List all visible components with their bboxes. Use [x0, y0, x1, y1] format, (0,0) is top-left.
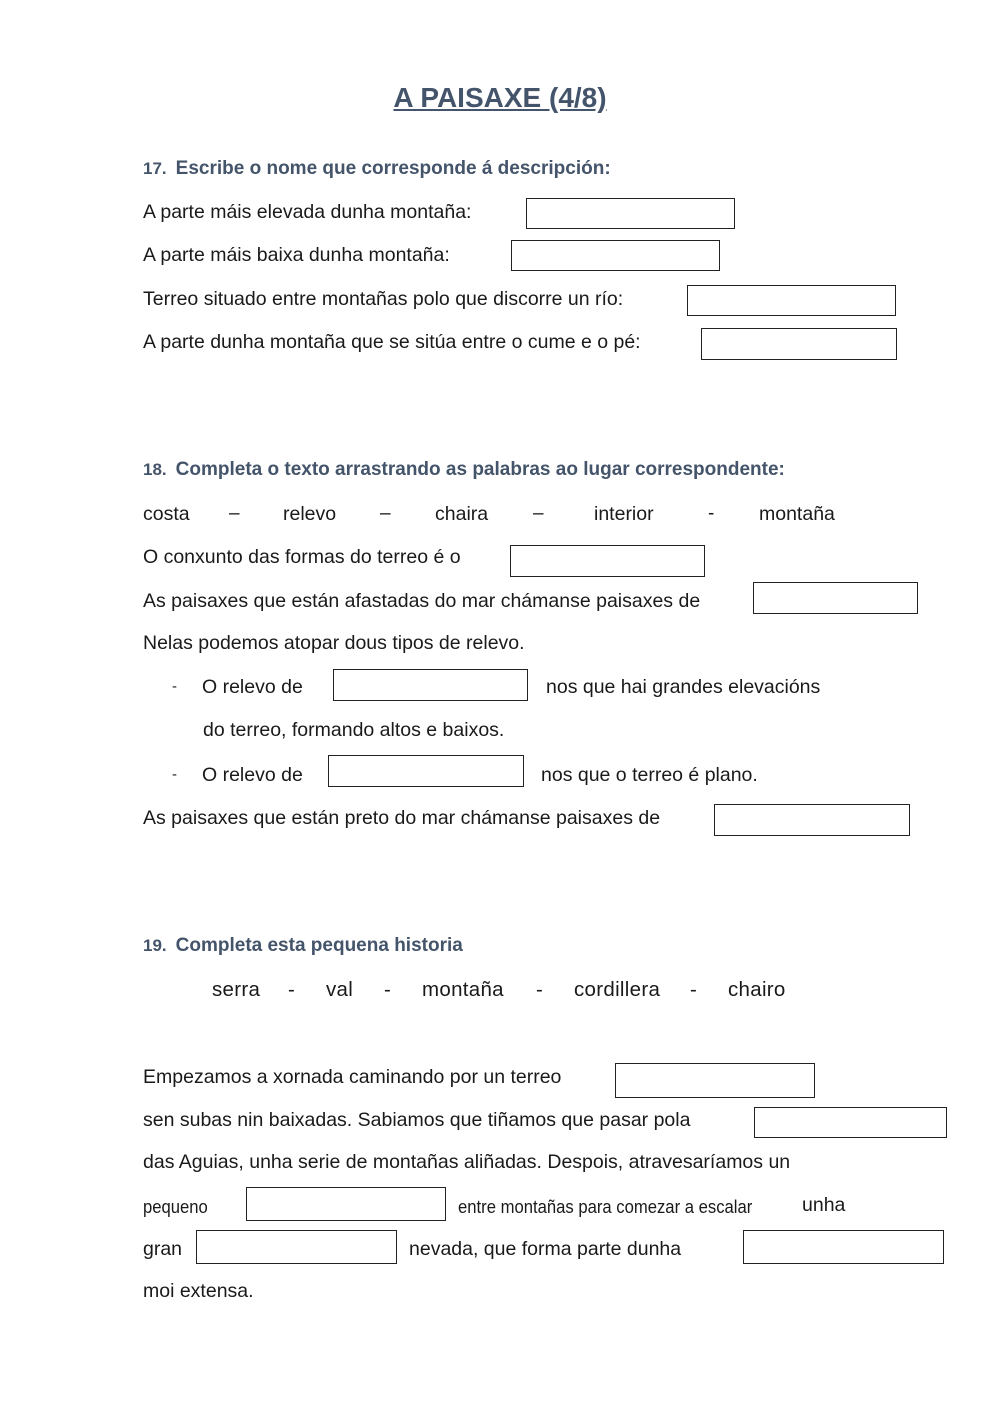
q19-answer-box-5[interactable]: [743, 1230, 944, 1264]
q19-number: 19.: [143, 936, 167, 955]
q18-heading-text: Completa o texto arrastrando as palabras ao lugar correspondente:: [175, 459, 785, 480]
q18-word-costa[interactable]: costa: [143, 503, 190, 525]
q17-item-3: Terreo situado entre montañas polo que discorre un río:: [143, 288, 624, 310]
q19-word-serra[interactable]: serra: [212, 978, 261, 1001]
q19-heading: [143, 935, 463, 957]
q18-answer-box-4[interactable]: [328, 755, 524, 787]
q17-answer-box-2[interactable]: [511, 240, 720, 271]
q19-answer-box-2[interactable]: [754, 1107, 947, 1138]
q19-story-line-2: sen subas nin baixadas. Sabiamos que tiñamos que pasar pola: [143, 1109, 691, 1131]
q19-separator-1: -: [288, 978, 296, 1001]
q18-word-relevo[interactable]: relevo: [283, 503, 337, 525]
q18-heading: [143, 459, 785, 481]
q18-word-chaira[interactable]: chaira: [435, 503, 489, 525]
q19-answer-box-4[interactable]: [196, 1230, 397, 1264]
q18-line-1: O conxunto das formas do terreo é o: [143, 546, 461, 568]
q18-separator-3: –: [533, 503, 544, 524]
q18-word-interior[interactable]: interior: [594, 503, 654, 525]
q19-word-val[interactable]: val: [326, 978, 354, 1001]
q19-story-line-5-middle: nevada, que forma parte dunha: [409, 1238, 682, 1260]
q18-number: 18.: [143, 460, 167, 479]
q18-bullet-1-marker: -: [172, 678, 177, 695]
q19-separator-3: -: [536, 978, 544, 1001]
q18-line-4: As paisaxes que están preto do mar chámanse paisaxes de: [143, 807, 661, 829]
q18-word-montana[interactable]: montaña: [759, 503, 835, 525]
q18-bullet-2-marker: -: [172, 766, 177, 783]
q19-story-line-1: Empezamos a xornada caminando por un terreo: [143, 1066, 562, 1088]
q19-separator-4: -: [690, 978, 698, 1001]
q18-answer-box-5[interactable]: [714, 804, 910, 836]
q19-answer-box-1[interactable]: [615, 1063, 815, 1098]
q17-number: 17.: [143, 159, 167, 178]
q19-word-cordillera[interactable]: cordillera: [574, 978, 661, 1001]
q17-answer-box-4[interactable]: [701, 328, 897, 360]
q18-line-2: As paisaxes que están afastadas do mar chámanse paisaxes de: [143, 590, 701, 612]
q19-story-line-4-start: pequeno: [143, 1196, 208, 1217]
q17-item-2: A parte máis baixa dunha montaña:: [143, 244, 450, 266]
q18-bullet-1-start: O relevo de: [202, 676, 303, 698]
q19-answer-box-3[interactable]: [246, 1187, 446, 1221]
q19-story-line-5-start: gran: [143, 1238, 183, 1260]
q18-answer-box-1[interactable]: [510, 545, 705, 577]
q18-separator-4: -: [708, 503, 715, 524]
q17-heading-text: Escribe o nome que corresponde á descripción:: [175, 158, 611, 179]
q19-story-line-4-end: unha: [802, 1194, 846, 1216]
page-title: A PAISAXE (4/8): [393, 82, 607, 113]
q19-separator-2: -: [384, 978, 392, 1001]
q18-answer-box-3[interactable]: [333, 669, 528, 701]
q19-story-line-4-middle: entre montañas para comezar a escalar: [458, 1196, 753, 1217]
q18-separator-1: –: [229, 503, 240, 524]
q17-item-1: A parte máis elevada dunha montaña:: [143, 201, 472, 223]
q17-answer-box-1[interactable]: [526, 198, 735, 229]
q19-heading-text: Completa esta pequena historia: [175, 935, 463, 956]
q18-bullet-2-end: nos que o terreo é plano.: [541, 764, 758, 786]
q18-bullet-1-end: nos que hai grandes elevacións: [546, 676, 821, 698]
q19-word-chairo[interactable]: chairo: [728, 978, 786, 1001]
q19-story-line-6: moi extensa.: [143, 1280, 254, 1302]
q18-separator-2: –: [380, 503, 391, 524]
q18-line-3: Nelas podemos atopar dous tipos de relevo.: [143, 632, 525, 654]
q18-bullet-2-start: O relevo de: [202, 764, 303, 786]
q17-item-4: A parte dunha montaña que se sitúa entre o cume e o pé:: [143, 331, 641, 353]
q17-heading: [143, 158, 611, 180]
q17-answer-box-3[interactable]: [687, 285, 896, 316]
q18-answer-box-2[interactable]: [753, 582, 918, 614]
q19-story-line-3: das Aguias, unha serie de montañas aliñadas. Despois, atravesaríamos un: [143, 1151, 791, 1173]
q19-word-montana[interactable]: montaña: [422, 978, 504, 1001]
q18-bullet-1-continuation: do terreo, formando altos e baixos.: [203, 719, 505, 741]
